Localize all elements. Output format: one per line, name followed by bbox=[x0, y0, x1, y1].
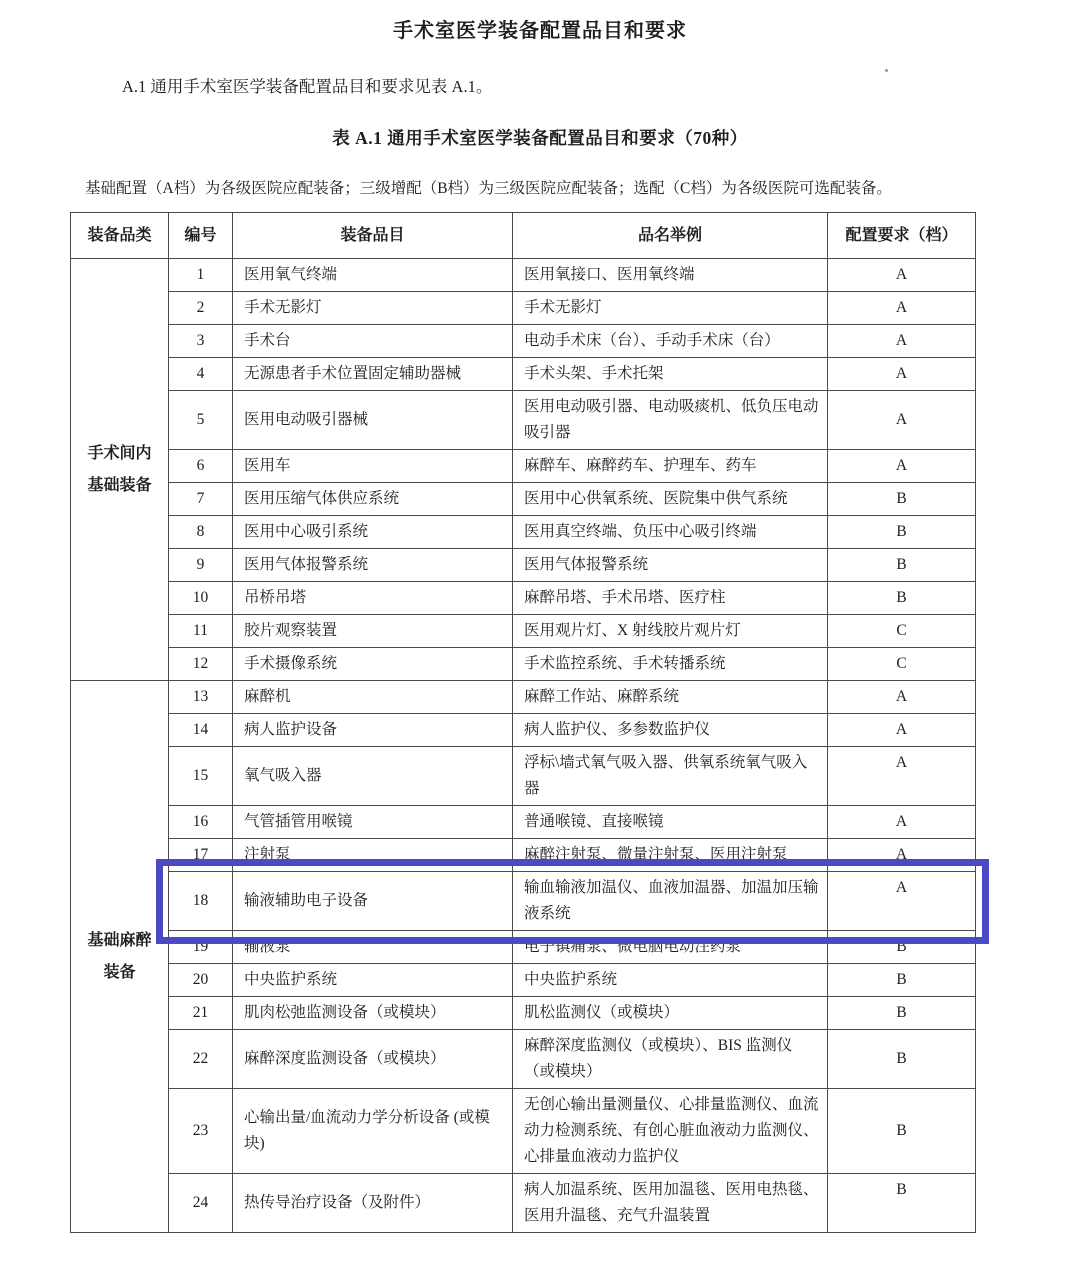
table-row bbox=[71, 714, 976, 747]
table-row bbox=[71, 681, 976, 714]
cell-examples: 病人监护仪、多参数监护仪 bbox=[513, 714, 828, 747]
column-header-5: 配置要求（档） bbox=[828, 213, 976, 259]
table-row bbox=[71, 615, 976, 648]
cell-grade: A bbox=[828, 358, 976, 391]
cell-examples: 浮标\墙式氧气吸入器、供氧系统氧气吸入器 bbox=[513, 747, 828, 806]
table-row bbox=[71, 931, 976, 964]
cell-item: 无源患者手术位置固定辅助器械 bbox=[233, 358, 513, 391]
category-label-line: 基础装备 bbox=[87, 476, 152, 494]
cell-item: 氧气吸入器 bbox=[233, 747, 513, 806]
scan-noise-dot bbox=[885, 69, 888, 72]
cell-number: 4 bbox=[169, 358, 233, 391]
column-header-4: 品名举例 bbox=[513, 213, 828, 259]
table-note: 基础配置（A档）为各级医院应配装备；三级增配（B档）为三级医院应配装备；选配（C档）为各级医院可选配装备。 bbox=[85, 180, 892, 197]
cell-item: 热传导治疗设备（及附件） bbox=[233, 1174, 513, 1233]
table-row bbox=[71, 391, 976, 450]
table-row bbox=[71, 292, 976, 325]
cell-examples: 无创心输出量测量仪、心排量监测仪、血流动力检测系统、有创心脏血液动力监测仪、心排量血液动力监护仪 bbox=[513, 1089, 828, 1174]
cell-grade: A bbox=[828, 714, 976, 747]
cell-grade: B bbox=[828, 1030, 976, 1089]
cell-item: 输液辅助电子设备 bbox=[233, 872, 513, 931]
table-row bbox=[71, 1089, 976, 1174]
cell-number: 15 bbox=[169, 747, 233, 806]
cell-item: 手术台 bbox=[233, 325, 513, 358]
cell-number: 22 bbox=[169, 1030, 233, 1089]
cell-grade: C bbox=[828, 615, 976, 648]
cell-item: 医用车 bbox=[233, 450, 513, 483]
cell-number: 8 bbox=[169, 516, 233, 549]
column-header-2: 编号 bbox=[169, 213, 233, 259]
cell-grade: B bbox=[828, 483, 976, 516]
cell-number: 14 bbox=[169, 714, 233, 747]
cell-item: 医用中心吸引系统 bbox=[233, 516, 513, 549]
table-row bbox=[71, 325, 976, 358]
cell-number: 21 bbox=[169, 997, 233, 1030]
table-row bbox=[71, 747, 976, 806]
cell-item: 手术摄像系统 bbox=[233, 648, 513, 681]
table-row bbox=[71, 450, 976, 483]
table-row bbox=[71, 648, 976, 681]
cell-item: 医用氧气终端 bbox=[233, 259, 513, 292]
cell-grade: A bbox=[828, 839, 976, 872]
cell-grade: A bbox=[828, 681, 976, 714]
cell-item: 胶片观察装置 bbox=[233, 615, 513, 648]
cell-grade: A bbox=[828, 450, 976, 483]
page-title: 手术室医学装备配置品目和要求 bbox=[393, 20, 687, 42]
cell-grade: A bbox=[828, 806, 976, 839]
cell-examples: 电子镇痛泵、微电脑电动注药泵 bbox=[513, 931, 828, 964]
cell-examples: 医用氧接口、医用氧终端 bbox=[513, 259, 828, 292]
cell-category bbox=[71, 259, 169, 681]
cell-examples: 中央监护系统 bbox=[513, 964, 828, 997]
intro-paragraph: A.1 通用手术室医学装备配置品目和要求见表 A.1。 bbox=[122, 77, 493, 96]
table-header-row bbox=[71, 213, 976, 259]
category-label-line: 装备 bbox=[103, 963, 136, 981]
cell-item: 气管插管用喉镜 bbox=[233, 806, 513, 839]
cell-item: 医用气体报警系统 bbox=[233, 549, 513, 582]
cell-item: 麻醉机 bbox=[233, 681, 513, 714]
table-row bbox=[71, 872, 976, 931]
cell-number: 24 bbox=[169, 1174, 233, 1233]
cell-examples: 电动手术床（台）、手动手术床（台） bbox=[513, 325, 828, 358]
cell-examples: 普通喉镜、直接喉镜 bbox=[513, 806, 828, 839]
cell-examples: 输血输液加温仪、血液加温器、加温加压输液系统 bbox=[513, 872, 828, 931]
cell-examples: 麻醉深度监测仪（或模块）、BIS 监测仪（或模块） bbox=[513, 1030, 828, 1089]
cell-grade: B bbox=[828, 964, 976, 997]
cell-category bbox=[71, 681, 169, 1233]
cell-item: 医用电动吸引器械 bbox=[233, 391, 513, 450]
cell-item: 心输出量/血流动力学分析设备 (或模块) bbox=[233, 1089, 513, 1174]
table-row bbox=[71, 1174, 976, 1233]
equipment-table-wrap bbox=[70, 212, 975, 1233]
cell-examples: 医用中心供氧系统、医院集中供气系统 bbox=[513, 483, 828, 516]
table-header bbox=[71, 213, 976, 259]
cell-number: 9 bbox=[169, 549, 233, 582]
cell-item: 肌肉松弛监测设备（或模块） bbox=[233, 997, 513, 1030]
category-label-line: 手术间内 bbox=[87, 444, 152, 462]
cell-item: 输液泵 bbox=[233, 931, 513, 964]
cell-grade: B bbox=[828, 516, 976, 549]
category-label-line: 基础麻醉 bbox=[87, 931, 152, 949]
cell-item: 注射泵 bbox=[233, 839, 513, 872]
cell-grade: C bbox=[828, 648, 976, 681]
cell-item: 麻醉深度监测设备（或模块） bbox=[233, 1030, 513, 1089]
cell-grade: B bbox=[828, 549, 976, 582]
cell-examples: 手术监控系统、手术转播系统 bbox=[513, 648, 828, 681]
cell-examples: 麻醉工作站、麻醉系统 bbox=[513, 681, 828, 714]
cell-grade: A bbox=[828, 259, 976, 292]
cell-number: 17 bbox=[169, 839, 233, 872]
cell-number: 7 bbox=[169, 483, 233, 516]
cell-grade: A bbox=[828, 292, 976, 325]
table-row bbox=[71, 997, 976, 1030]
table-row bbox=[71, 259, 976, 292]
cell-examples: 病人加温系统、医用加温毯、医用电热毯、医用升温毯、充气升温装置 bbox=[513, 1174, 828, 1233]
cell-grade: B bbox=[828, 997, 976, 1030]
table-row bbox=[71, 582, 976, 615]
cell-grade: A bbox=[828, 325, 976, 358]
cell-number: 20 bbox=[169, 964, 233, 997]
cell-item: 医用压缩气体供应系统 bbox=[233, 483, 513, 516]
cell-number: 19 bbox=[169, 931, 233, 964]
cell-number: 16 bbox=[169, 806, 233, 839]
table-caption: 表 A.1 通用手术室医学装备配置品目和要求（70种） bbox=[332, 128, 748, 148]
table-row bbox=[71, 483, 976, 516]
cell-examples: 手术头架、手术托架 bbox=[513, 358, 828, 391]
table-row bbox=[71, 516, 976, 549]
cell-examples: 医用气体报警系统 bbox=[513, 549, 828, 582]
table-row bbox=[71, 1030, 976, 1089]
cell-grade: B bbox=[828, 1174, 976, 1233]
cell-examples: 麻醉车、麻醉药车、护理车、药车 bbox=[513, 450, 828, 483]
cell-grade: B bbox=[828, 931, 976, 964]
cell-grade: B bbox=[828, 1089, 976, 1174]
cell-examples: 医用真空终端、负压中心吸引终端 bbox=[513, 516, 828, 549]
table-row bbox=[71, 806, 976, 839]
table-row bbox=[71, 839, 976, 872]
cell-examples: 手术无影灯 bbox=[513, 292, 828, 325]
cell-number: 10 bbox=[169, 582, 233, 615]
cell-examples: 麻醉注射泵、微量注射泵、医用注射泵 bbox=[513, 839, 828, 872]
column-header-1: 装备品类 bbox=[71, 213, 169, 259]
cell-item: 病人监护设备 bbox=[233, 714, 513, 747]
cell-grade: A bbox=[828, 391, 976, 450]
cell-examples: 医用电动吸引器、电动吸痰机、低负压电动吸引器 bbox=[513, 391, 828, 450]
cell-number: 5 bbox=[169, 391, 233, 450]
table-row bbox=[71, 549, 976, 582]
cell-grade: A bbox=[828, 747, 976, 806]
column-header-3: 装备品目 bbox=[233, 213, 513, 259]
cell-number: 2 bbox=[169, 292, 233, 325]
cell-number: 18 bbox=[169, 872, 233, 931]
cell-number: 1 bbox=[169, 259, 233, 292]
cell-item: 吊桥吊塔 bbox=[233, 582, 513, 615]
cell-number: 13 bbox=[169, 681, 233, 714]
cell-item: 中央监护系统 bbox=[233, 964, 513, 997]
cell-number: 11 bbox=[169, 615, 233, 648]
table-row bbox=[71, 964, 976, 997]
cell-examples: 医用观片灯、X 射线胶片观片灯 bbox=[513, 615, 828, 648]
table-row bbox=[71, 358, 976, 391]
table-body bbox=[71, 259, 976, 1233]
cell-number: 3 bbox=[169, 325, 233, 358]
cell-examples: 麻醉吊塔、手术吊塔、医疗柱 bbox=[513, 582, 828, 615]
cell-item: 手术无影灯 bbox=[233, 292, 513, 325]
cell-number: 12 bbox=[169, 648, 233, 681]
cell-number: 23 bbox=[169, 1089, 233, 1174]
cell-examples: 肌松监测仪（或模块） bbox=[513, 997, 828, 1030]
equipment-table bbox=[70, 212, 976, 1233]
cell-grade: A bbox=[828, 872, 976, 931]
cell-grade: B bbox=[828, 582, 976, 615]
cell-number: 6 bbox=[169, 450, 233, 483]
